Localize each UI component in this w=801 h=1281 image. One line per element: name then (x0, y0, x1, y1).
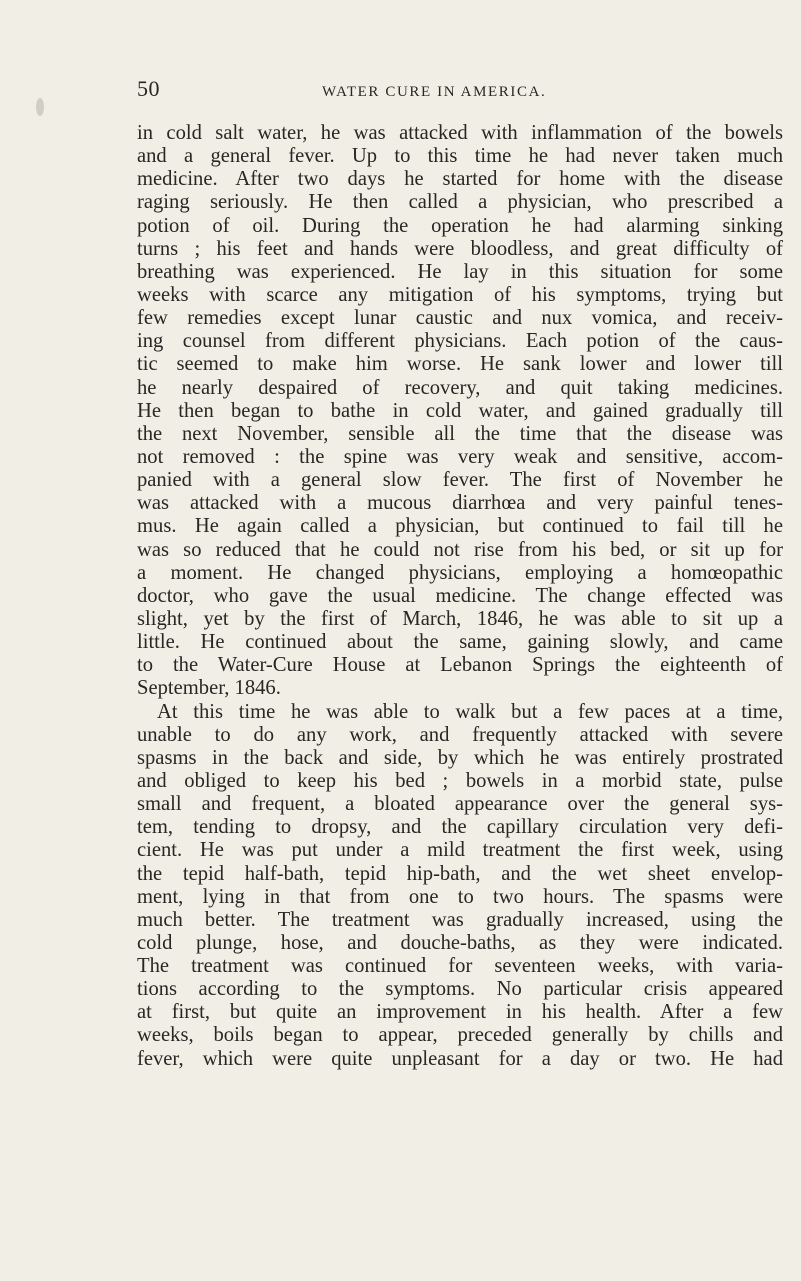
text-line: weeks, boils began to appear, preceded generally by chills and (137, 1024, 783, 1047)
text-line: September, 1846. (137, 677, 281, 700)
text-line: not removed : the spine was very weak and sensitive, accom- (137, 445, 783, 468)
text-line: he nearly despaired of recovery, and quit taking medicines. (137, 376, 783, 399)
text-line: at first, but quite an improvement in his health. After a few (137, 1001, 783, 1024)
text-line: was so reduced that he could not rise from his bed, or sit up for (137, 538, 783, 561)
text-line: in cold salt water, he was attacked with inflammation of the bowels (137, 122, 783, 144)
running-head: WATER CURE IN AMERICA. (322, 84, 547, 100)
text-line: He then began to bathe in cold water, and gained gradually till (137, 399, 783, 422)
text-line: small and frequent, a bloated appearance over the general sys- (137, 793, 783, 816)
text-line: panied with a general slow fever. The first of November he (137, 469, 783, 492)
text-line: doctor, who gave the usual medicine. The change effected was (137, 584, 783, 607)
text-line: the tepid half-bath, tepid hip-bath, and the wet sheet envelop- (137, 862, 783, 885)
text-line: raging seriously. He then called a physician, who prescribed a (137, 191, 783, 214)
text-line: weeks with scarce any mitigation of his symptoms, trying but (137, 283, 783, 306)
text-line: tem, tending to dropsy, and the capillary circulation very defi- (137, 816, 783, 839)
text-line: slight, yet by the first of March, 1846, he was able to sit up a (137, 607, 783, 630)
page-number: 50 (137, 76, 160, 101)
text-line: few remedies except lunar caustic and nux vomica, and receiv- (137, 307, 783, 330)
text-line: medicine. After two days he started for home with the disease (137, 168, 783, 191)
text-line: potion of oil. During the operation he had alarming sinking (137, 214, 783, 237)
text-line: cient. He was put under a mild treatment the first week, using (137, 839, 783, 862)
margin-ink-spot (36, 98, 44, 116)
text-line: At this time he was able to walk but a few paces at a time, (157, 700, 783, 723)
text-line: tic seemed to make him worse. He sank lower and lower till (137, 353, 783, 376)
text-line: little. He continued about the same, gaining slowly, and came (137, 631, 783, 654)
text-line: ment, lying in that from one to two hours. The spasms were (137, 885, 783, 908)
text-line: much better. The treatment was gradually increased, using the (137, 908, 783, 931)
text-line: mus. He again called a physician, but continued to fail till he (137, 515, 783, 538)
text-line: spasms in the back and side, by which he was entirely prostrated (137, 746, 783, 769)
text-line: ing counsel from different physicians. Each potion of the caus- (137, 330, 783, 353)
text-line: the next November, sensible all the time that the disease was (137, 422, 783, 445)
text-line: cold plunge, hose, and douche-baths, as they were indicated. (137, 931, 783, 954)
text-line: turns ; his feet and hands were bloodless, and great difficulty of (137, 237, 783, 260)
body-text (137, 122, 783, 1071)
text-line: fever, which were quite unpleasant for a day or two. He had (137, 1047, 783, 1070)
text-line: and obliged to keep his bed ; bowels in a morbid state, pulse (137, 769, 783, 792)
text-line: a moment. He changed physicians, employing a homœopathic (137, 561, 783, 584)
text-line: and a general fever. Up to this time he had never taken much (137, 145, 783, 168)
text-line: unable to do any work, and frequently attacked with severe (137, 723, 783, 746)
text-line: was attacked with a mucous diarrhœa and very painful tenes- (137, 492, 783, 515)
text-line: tions according to the symptoms. No particular crisis appeared (137, 978, 783, 1001)
text-line: to the Water-Cure House at Lebanon Springs the eighteenth of (137, 654, 783, 677)
text-line: The treatment was continued for seventeen weeks, with varia- (137, 955, 783, 978)
text-line: breathing was experienced. He lay in this situation for some (137, 260, 783, 283)
